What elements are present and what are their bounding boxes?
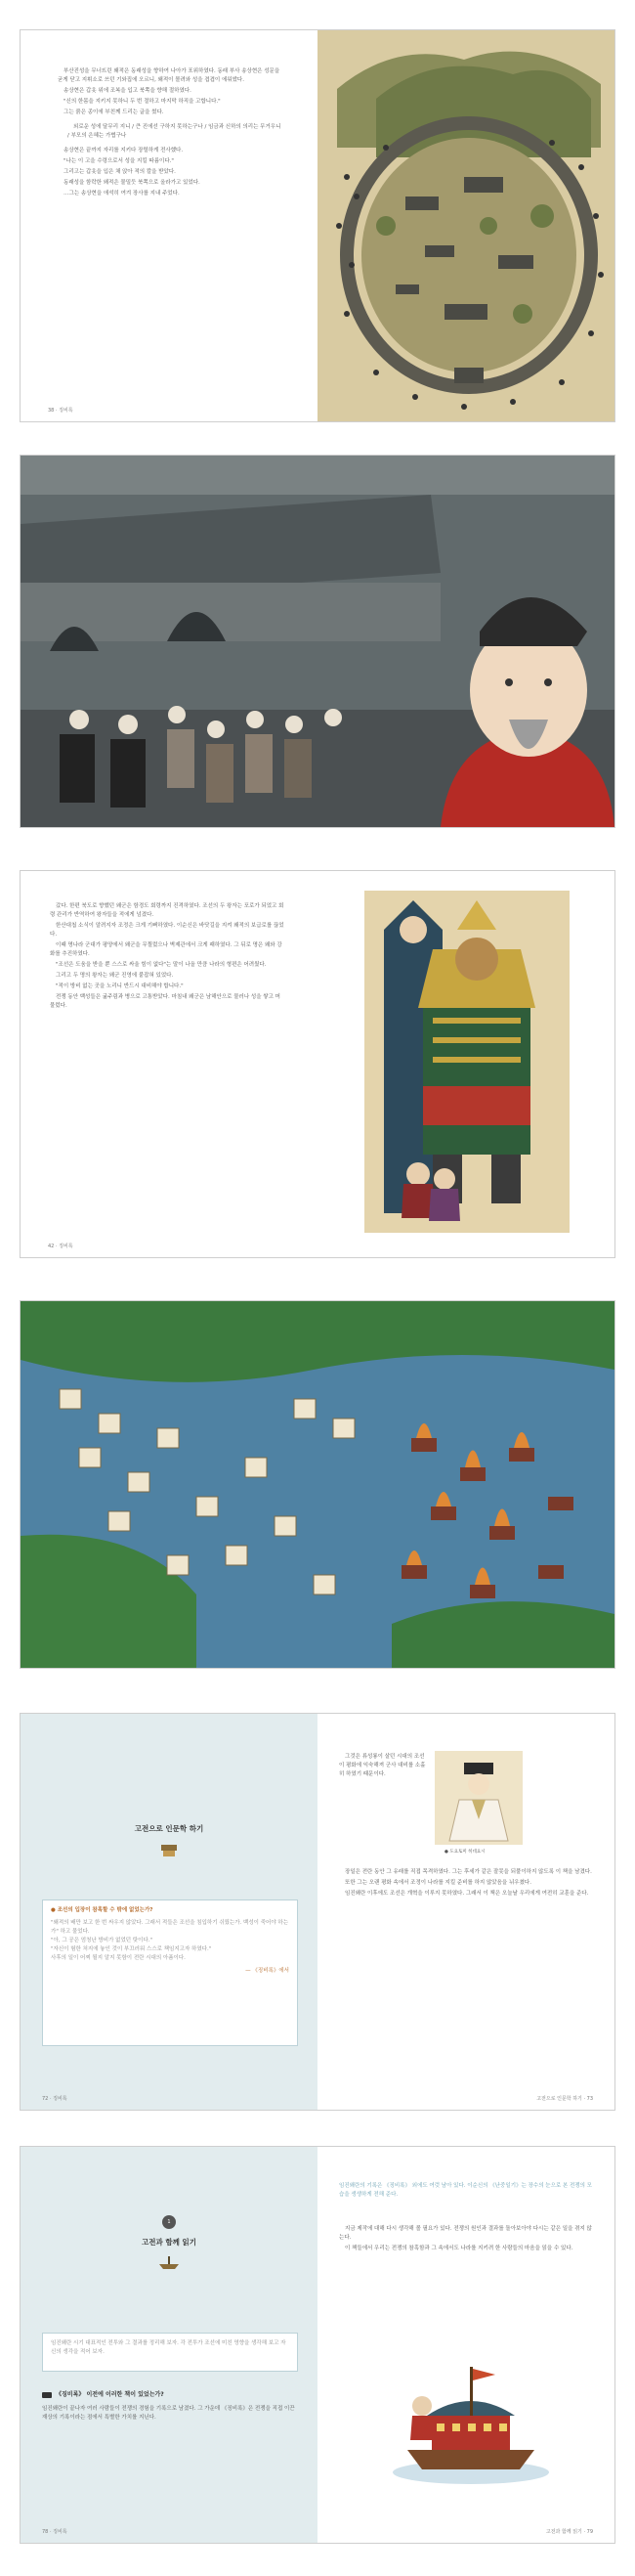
spread-5-text-column-2 [339,1868,593,1900]
right-quote: 임진왜란의 기록은 《징비록》 외에도 여럿 남아 있다. 이순신의 《난중일기》는 장수의 눈으로 본 전쟁의 모습을 생생하게 전해 준다. [339,2183,592,2198]
paragraph: 이 책들에서 우리는 전쟁의 참혹함과 그 속에서도 나라를 지키려 한 사람들의 마음을 읽을 수 있다. [345,2246,573,2251]
question-paragraph: "자신이 험한 처지에 놓인 것이 부끄러워 스스로 책임지고자 하였다." [51,1946,212,1952]
fortress-illustration [318,30,614,421]
page-number: 38 · 징비록 [48,408,73,414]
spread-3-text-column [50,902,284,1013]
naval-battle-image [21,1301,614,1668]
spread-6 [20,2146,615,2544]
spread-3 [20,870,615,1258]
paragraph: 부산진성을 무너뜨린 왜적은 동래성을 향하여 나아가 포위하였다. 동래 부사 송상현은 성문을 굳게 닫고 지휘소로 쓰던 기와집에 오르니, 왜적이 몰려와 성을 겹겹이 에워쌌다. [58,68,280,83]
question-paragraph: "아, 그 공은 엄청난 방비가 없었던 탓이다." [51,1938,153,1943]
book-heading-row [42,2389,306,2398]
city-gate-crowd-image [21,456,614,827]
paragraph: 또한 그는 오랜 평화 속에서 조정이 나라를 지킬 준비를 하지 않았음을 뉘우쳤다. [345,1880,531,1886]
paragraph: 그리고는 갑옷을 입은 채 앉아 적의 칼을 받았다. [64,169,176,175]
paragraph: 그는 붉은 종이에 부친께 드리는 글을 썼다. [64,109,164,115]
paragraph: 이때 명나라 군대가 평양에서 왜군을 무찔렀으나 벽제관에서 크게 패하였다. 그 뒤로 명은 왜와 강화를 추진하였다. [50,942,282,957]
page-number: 78 · 징비록 [42,2529,67,2535]
spread-6-text-column [339,2225,595,2255]
chapter-number-badge: 1 [162,2215,176,2229]
paragraph: …그는 송상현을 애석히 여겨 장사를 지내 주었다. [64,191,180,196]
paragraph: "적이 방비 없는 곳을 노리니 반드시 대비해야 합니다." [56,983,184,989]
paragraph: 임진왜란 이후에도 조선은 개혁을 이루지 못하였다. 그래서 이 책은 오늘날 우리에게 여전히 교훈을 준다. [345,1891,589,1897]
japanese-general-image [364,891,570,1233]
book-paragraph: 임진왜란이 끝나자 여러 사람들이 전쟁의 경험을 기록으로 남겼다. 그 가운데 《징비록》은 전쟁을 직접 이끈 재상의 기록이라는 점에서 특별한 가치를 지닌다. [42,2406,295,2421]
portrait-image [435,1751,523,1845]
spread-2 [20,455,615,828]
paragraph: 지금 제작에 대해 다시 생각해 볼 필요가 있다. 전쟁의 원인과 결과를 돌아보아야 다시는 같은 일을 겪지 않는다. [339,2226,592,2241]
portrait-caption: ● 도요토미 히데요시 [444,1850,486,1855]
paragraph: "조선은 도움을 받을 뿐 스스로 싸울 힘이 없다"는 말이 나올 만큼 나라의 형편은 어려웠다. [56,962,267,968]
turtle-ship-image [388,2357,554,2489]
spread-4 [20,1300,615,1669]
spread-3-text-page [21,871,318,1257]
spread-1-text-column [58,67,282,200]
fortress-siege-image [318,30,614,421]
question-heading: ● 조선의 입장이 참혹할 수 밖에 없었는가? [51,1907,153,1913]
note-box: 임진왜란 시기 대표적인 전투와 그 결과를 정리해 보자. 각 전투가 조선에 미친 영향을 생각해 보고 자신의 생각을 적어 보자. [42,2333,298,2372]
paragraph: 송상현은 갑옷 위에 조복을 입고 북쪽을 향해 절하였다. [64,88,191,94]
spread-5-text-column [339,1753,427,1781]
question-paragraph: 사후의 일이 어찌 될지 알지 못함이 전란 시대의 아픔이다. [51,1955,186,1961]
spread-1-text-page [21,30,318,421]
spread-5-right-page [318,1714,614,2110]
page-number: 42 · 징비록 [48,1244,73,1249]
poem: 외로운 성에 달무리 지니 / 큰 진에선 구하지 못하는구나 / 임금과 신하의 의리는 무거우니 / 부모의 은혜는 가볍구나 [67,124,281,139]
paragraph: 동래성을 함락한 왜적은 물밀듯 북쪽으로 올라가고 있었다. [64,180,200,186]
paragraph: "신의 한몸을 지키지 못하니 두 번 절하고 마지막 하직을 고합니다." [64,99,221,105]
paragraph: 한산대첩 소식이 알려지자 조정은 크게 기뻐하였다. 이순신은 바닷길을 지켜 왜적의 보급로를 끊었다. [50,923,284,938]
book-heading: 《징비록》 이전에 이러한 책이 있었는가? [56,2391,164,2398]
spread-6-right-page [318,2147,614,2543]
question-paragraph: "왜적의 배만 보고 한 번 싸우지 않았다. 그래서 적들은 조선을 침입하기 쉬웠는가. 백성이 죽어야 하는가" 하고 물었다. [51,1920,289,1935]
spread-1 [20,29,615,422]
ship-icon [157,2254,181,2270]
book-stack-icon [159,1841,179,1858]
question-source: — 《징비록》에서 [245,1968,289,1974]
spread-5-left-page [21,1714,318,2110]
page-number: 고전과 함께 읽기 · 79 [545,2529,593,2535]
chapter-label: 고전으로 인문학 하기 [134,1824,204,1833]
paragraph: 전쟁 동안 백성들은 굶주림과 병으로 고통받았다. 마침내 왜군은 남해안으로 물러나 성을 쌓고 머물렀다. [50,994,280,1009]
question-box [42,1899,298,2046]
open-book-icon [42,2392,52,2398]
chapter-label: 고전과 함께 읽기 [142,2238,196,2247]
spread-6-left-page [21,2147,318,2543]
page-number: 고전으로 인문학 하기 · 73 [536,2096,593,2102]
spread-5 [20,1713,615,2111]
general-illustration-page [318,871,614,1257]
page-number: 72 · 징비록 [42,2096,67,2102]
paragraph: "나는 이 고을 수령으로서 성을 지킬 따름이다." [64,158,174,164]
paragraph: 그리고 두 명의 왕자는 왜군 진영에 붙잡혀 있었다. [56,973,174,979]
paragraph: 갔다. 한편 북도로 향했던 왜군은 함경도 회령까지 진격하였다. 조선의 두 왕자는 포로가 되었고 회령 관리가 반역하여 왕자들을 적에게 넘겼다. [50,903,284,918]
paragraph: 그것은 류성룡이 살던 시대의 조선이 평화에 익숙해져 군사 대비를 소홀히 하였기 때문이다. [339,1754,426,1777]
paragraph: 장일은 전란 동안 그 유래를 직접 목격하였다. 그는 후세가 같은 잘못을 되풀이하지 않도록 이 책을 남겼다. [345,1869,592,1875]
paragraph: 송상현은 끝까지 자리를 지키다 장렬하게 전사했다. [64,148,184,153]
